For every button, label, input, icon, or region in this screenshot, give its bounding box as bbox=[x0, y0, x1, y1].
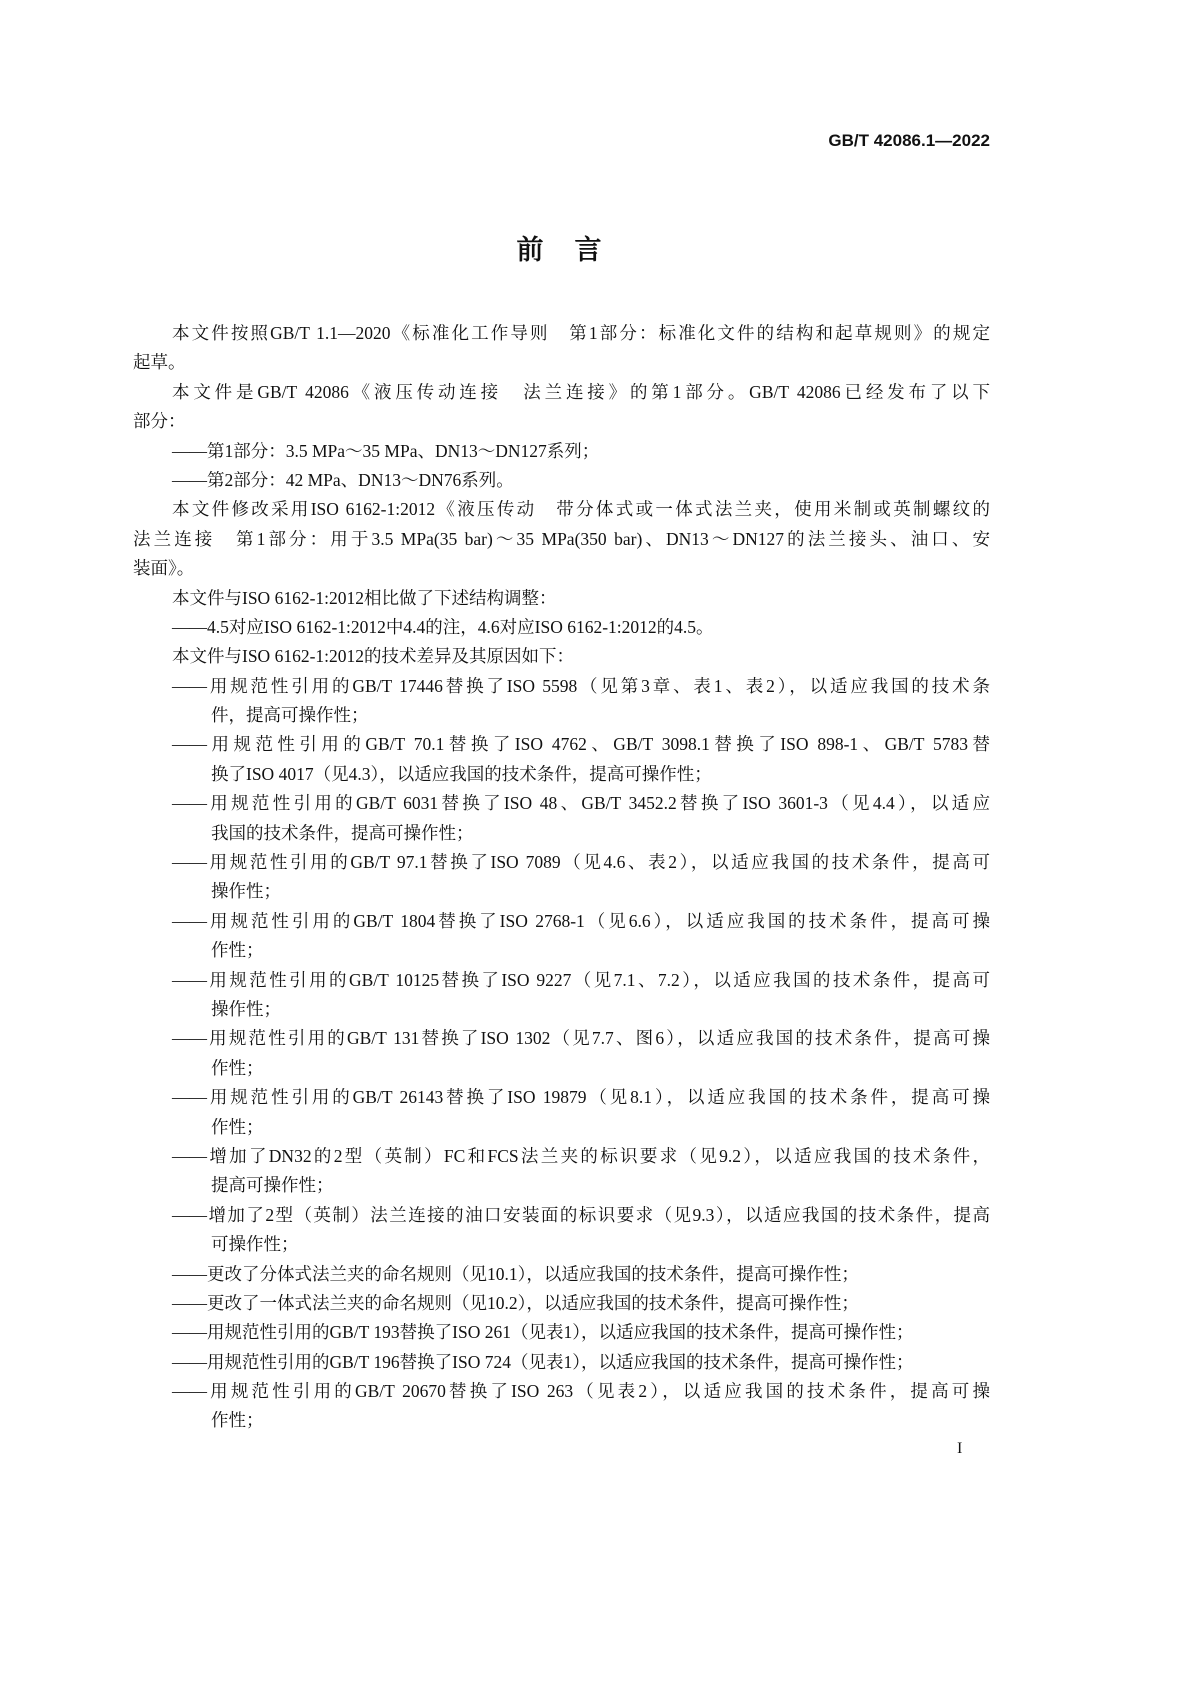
text-line: 本文件与ISO 6162-1:2012相比做了下述结构调整： bbox=[172, 587, 557, 608]
text-line: ——用规范性引用的GB/T 193替换了ISO 261（见表1），以适应我国的技术条件，提高可操作性； bbox=[172, 1322, 914, 1343]
text-line: 我国的技术条件，提高可操作性； bbox=[211, 822, 474, 843]
list-item bbox=[133, 437, 990, 466]
list-item bbox=[133, 672, 990, 731]
list-item bbox=[133, 730, 990, 789]
text-line: ——用规范性引用的GB/T 26143替换了ISO 19879（见8.1），以适应我国的技术条件，提高可操 bbox=[172, 1087, 990, 1108]
text-line: 装面》。 bbox=[133, 558, 195, 579]
text-line: ——用规范性引用的GB/T 10125替换了ISO 9227（见7.1、7.2），以适应我国的技术条件，提高可 bbox=[172, 969, 990, 990]
text-line: ——用规范性引用的GB/T 1804替换了ISO 2768-1（见6.6），以适应我国的技术条件，提高可操 bbox=[172, 910, 990, 931]
text-line: ——增加了2型（英制）法兰连接的油口安装面的标识要求（见9.3），以适应我国的技术条件，提高 bbox=[172, 1204, 990, 1225]
text-line: 操作性； bbox=[211, 881, 281, 902]
text-line: 件，提高可操作性； bbox=[211, 705, 369, 726]
list-item bbox=[133, 613, 990, 642]
paragraph bbox=[133, 642, 990, 671]
text-line: ——增加了DN32的2型（英制）FC和FCS法兰夹的标识要求（见9.2），以适应我国的技术条件， bbox=[172, 1145, 990, 1166]
text-line: 本文件与ISO 6162-1:2012的技术差异及其原因如下： bbox=[172, 646, 575, 667]
list-item bbox=[133, 1083, 990, 1142]
paragraph bbox=[133, 495, 990, 583]
text-line: ——用规范性引用的GB/T 6031替换了ISO 48、GB/T 3452.2替换了ISO 3601-3（见4.4），以适应 bbox=[172, 793, 990, 814]
text-line: 提高可操作性； bbox=[211, 1175, 334, 1196]
list-item bbox=[133, 1260, 990, 1289]
list-item bbox=[133, 907, 990, 966]
text-line: 本文件修改采用ISO 6162-1:2012《液压传动 带分体式或一体式法兰夹，使用米制或英制螺纹的 bbox=[172, 499, 990, 520]
text-line: ——用规范性引用的GB/T 97.1替换了ISO 7089（见4.6、表2），以适应我国的技术条件，提高可 bbox=[172, 852, 990, 873]
list-item bbox=[133, 1201, 990, 1260]
text-line: ——更改了一体式法兰夹的命名规则（见10.2），以适应我国的技术条件，提高可操作性； bbox=[172, 1292, 859, 1313]
paragraph bbox=[133, 584, 990, 613]
text-line: 本文件按照GB/T 1.1—2020《标准化工作导则 第1部分：标准化文件的结构和起草规则》的规定 bbox=[172, 323, 990, 343]
text-line: ——用规范性引用的GB/T 20670替换了ISO 263（见表2），以适应我国的技术条件，提高可操 bbox=[172, 1381, 990, 1402]
text-line: ——用规范性引用的GB/T 196替换了ISO 724（见表1），以适应我国的技术条件，提高可操作性； bbox=[172, 1351, 914, 1372]
list-item bbox=[133, 466, 990, 495]
list-item bbox=[133, 1289, 990, 1318]
standard-number: GB/T 42086.1—2022 bbox=[828, 131, 990, 150]
text-line: 作性； bbox=[211, 1116, 264, 1137]
text-line: ——用规范性引用的GB/T 70.1替换了ISO 4762、GB/T 3098.1替换了ISO 898-1、GB/T 5783替 bbox=[172, 734, 990, 755]
page-number: I bbox=[957, 1440, 963, 1457]
list-item bbox=[133, 848, 990, 907]
text-line: 作性； bbox=[211, 1410, 264, 1431]
text-line: 作性； bbox=[211, 1057, 264, 1078]
text-line: 换了ISO 4017（见4.3），以适应我国的技术条件，提高可操作性； bbox=[211, 763, 712, 784]
text-line: 作性； bbox=[211, 940, 264, 961]
list-item bbox=[133, 1377, 990, 1436]
text-line: ——第2部分：42 MPa、DN13～DN76系列。 bbox=[172, 469, 514, 490]
list-item bbox=[133, 789, 990, 848]
paragraph bbox=[133, 378, 990, 437]
text-line: ——4.5对应ISO 6162-1:2012中4.4的注，4.6对应ISO 6162-1:2012的4.5。 bbox=[172, 616, 714, 637]
text-line: ——第1部分：3.5 MPa～35 MPa、DN13～DN127系列； bbox=[172, 440, 600, 461]
foreword-body bbox=[133, 319, 990, 1436]
text-line: ——用规范性引用的GB/T 17446替换了ISO 5598（见第3章、表1、表2），以适应我国的技术条 bbox=[172, 675, 990, 696]
list-item bbox=[133, 1348, 990, 1377]
text-line: 本文件是GB/T 42086《液压传动连接 法兰连接》的第1部分。GB/T 42086已经发布了以下 bbox=[172, 381, 990, 402]
text-line: 法兰连接 第1部分：用于3.5 MPa(35 bar)～35 MPa(350 bar)、DN13～DN127的法兰接头、油口、安 bbox=[133, 528, 990, 549]
list-item bbox=[133, 966, 990, 1025]
list-item bbox=[133, 1318, 990, 1347]
list-item bbox=[133, 1142, 990, 1201]
page-title: 前 言 bbox=[516, 235, 604, 265]
text-line: 可操作性； bbox=[211, 1234, 299, 1255]
text-line: ——更改了分体式法兰夹的命名规则（见10.1），以适应我国的技术条件，提高可操作性； bbox=[172, 1263, 859, 1284]
text-line: 操作性； bbox=[211, 998, 281, 1019]
text-line: ——用规范性引用的GB/T 131替换了ISO 1302（见7.7、图6），以适应我国的技术条件，提高可操 bbox=[172, 1028, 990, 1049]
text-line: 部分： bbox=[133, 411, 186, 432]
paragraph bbox=[133, 319, 990, 378]
text-line: 起草。 bbox=[133, 352, 186, 373]
list-item bbox=[133, 1024, 990, 1083]
